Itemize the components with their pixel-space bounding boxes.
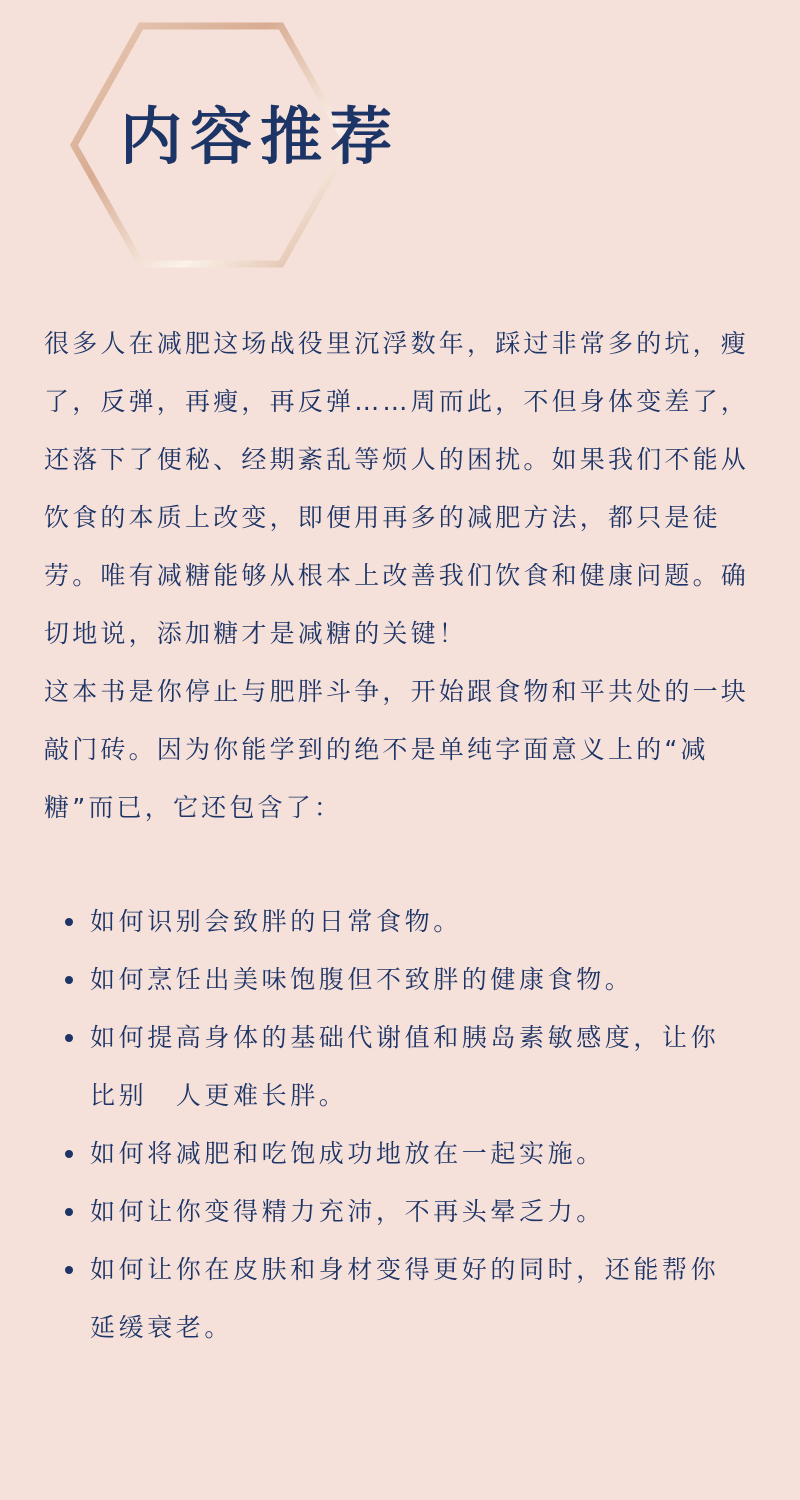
bullet-dot-icon [65, 1150, 73, 1158]
page-title: 内容推荐 [120, 100, 401, 173]
intro-paragraph: 很多人在减肥这场战役里沉浮数年，踩过非常多的坑，瘦了，反弹，再瘦，再反弹……周而此，不但身体变差了，还落下了便秘、经期紊乱等烦人的困扰。如果我们不能从饮食的本质上改变，即便用再多的减肥方法，都只是徒劳。唯有减糖能够从根本上改善我们饮食和健康问题。确切地说，添加糖才是减糖的关键！ [44, 329, 750, 648]
list-item [44, 1183, 744, 1241]
bullet-dot-icon [65, 1034, 73, 1042]
intro-paragraph: 这本书是你停止与肥胖斗争，开始跟食物和平共处的一块敲门砖。因为你能学到的绝不是单纯字面意义上的“减糖”而已，它还包含了： [44, 677, 750, 822]
list-item-text: 如何提高身体的基础代谢值和胰岛素敏感度，让你比别 人更难长胖。 [90, 1023, 720, 1110]
list-item-text: 如何让你变得精力充沛，不再头晕乏力。 [90, 1197, 605, 1226]
bullet-dot-icon [65, 976, 73, 984]
list-item-text: 如何识别会致胖的日常食物。 [90, 907, 462, 936]
bullet-dot-icon [65, 918, 73, 926]
list-item [44, 1125, 744, 1183]
list-item [44, 893, 744, 951]
list-item [44, 1009, 744, 1125]
list-item-text: 如何将减肥和吃饱成功地放在一起实施。 [90, 1139, 605, 1168]
bullet-dot-icon [65, 1208, 73, 1216]
list-item [44, 951, 744, 1009]
intro-section [44, 315, 758, 837]
list-item-text: 如何让你在皮肤和身材变得更好的同时，还能帮你延缓衰老。 [90, 1255, 720, 1342]
list-item [44, 1241, 744, 1357]
bullet-dot-icon [65, 1266, 73, 1274]
list-item-text: 如何烹饪出美味饱腹但不致胖的健康食物。 [90, 965, 634, 994]
feature-list [44, 893, 744, 1357]
